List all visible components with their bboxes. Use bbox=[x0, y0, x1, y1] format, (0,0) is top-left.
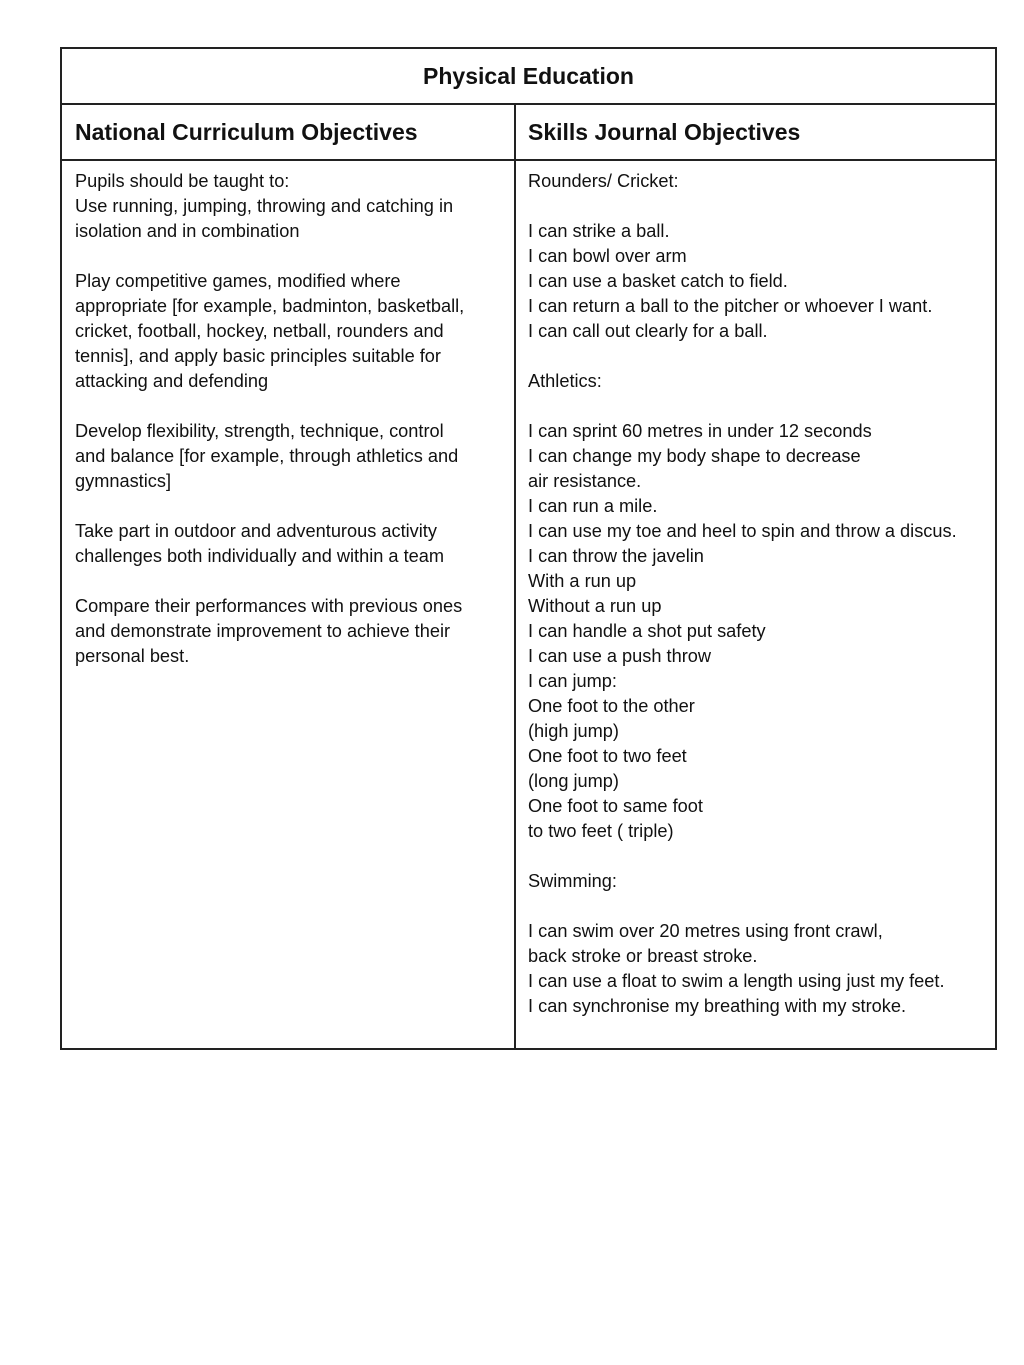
skills-objective-line: I can return a ball to the pitcher or whoever I want. bbox=[528, 296, 933, 316]
skills-objective-line: (long jump) bbox=[528, 771, 619, 791]
paragraph-gap bbox=[528, 894, 993, 919]
skills-objective-line: Athletics: bbox=[528, 371, 602, 391]
curriculum-objective-line: challenges both individually and within a team bbox=[75, 546, 445, 566]
skills-objective-line: I can use a push throw bbox=[528, 646, 711, 666]
skills-objective-line: I can run a mile. bbox=[528, 496, 658, 516]
skills-objective-line: I can synchronise my breathing with my stroke. bbox=[528, 996, 907, 1016]
skills-objective-line: back stroke or breast stroke. bbox=[528, 946, 758, 966]
national-curriculum-objectives bbox=[75, 169, 507, 669]
curriculum-objective-line: personal best. bbox=[75, 646, 190, 666]
skills-objective-line: to two feet ( triple) bbox=[528, 821, 674, 841]
header-row bbox=[62, 105, 995, 161]
skills-objective-line: I can use a basket catch to field. bbox=[528, 271, 788, 291]
curriculum-objective-line: tennis], and apply basic principles suitable for bbox=[75, 346, 441, 366]
skills-objective-line: Without a run up bbox=[528, 596, 662, 616]
curriculum-objective-line: appropriate [for example, badminton, basketball, bbox=[75, 296, 465, 316]
skills-objective-line: One foot to the other bbox=[528, 696, 695, 716]
column-divider bbox=[514, 105, 516, 1048]
skills-objective-line: I can handle a shot put safety bbox=[528, 621, 766, 641]
skills-objective-line: I can jump: bbox=[528, 671, 617, 691]
skills-objective-line: Swimming: bbox=[528, 871, 617, 891]
paragraph-gap bbox=[75, 244, 507, 269]
skills-objective-line: I can sprint 60 metres in under 12 seconds bbox=[528, 421, 872, 441]
skills-objective-line: I can call out clearly for a ball. bbox=[528, 321, 768, 341]
curriculum-objective-line: and balance [for example, through athletics and bbox=[75, 446, 459, 466]
curriculum-objective-line: gymnastics] bbox=[75, 471, 172, 491]
skills-objective-line: I can throw the javelin bbox=[528, 546, 704, 566]
skills-journal-objectives bbox=[528, 169, 993, 1019]
skills-objective-line: I can swim over 20 metres using front crawl, bbox=[528, 921, 883, 941]
paragraph-gap bbox=[528, 194, 993, 219]
skills-objective-line: With a run up bbox=[528, 571, 637, 591]
skills-objective-line: One foot to two feet bbox=[528, 746, 687, 766]
skills-objective-line: I can strike a ball. bbox=[528, 221, 670, 241]
skills-objective-line: One foot to same foot bbox=[528, 796, 703, 816]
paragraph-gap bbox=[75, 494, 507, 519]
page-title: Physical Education bbox=[423, 62, 634, 89]
skills-objective-line: air resistance. bbox=[528, 471, 642, 491]
paragraph-gap bbox=[528, 844, 993, 869]
curriculum-objective-line: attacking and defending bbox=[75, 371, 269, 391]
skills-objective-line: I can change my body shape to decrease bbox=[528, 446, 861, 466]
paragraph-gap bbox=[75, 394, 507, 419]
paragraph-gap bbox=[528, 344, 993, 369]
title-row bbox=[62, 49, 995, 105]
curriculum-objective-line: Develop flexibility, strength, technique, control bbox=[75, 421, 444, 441]
national-curriculum-header: National Curriculum Objectives bbox=[75, 118, 418, 145]
curriculum-objective-line: Use running, jumping, throwing and catching in bbox=[75, 196, 454, 216]
skills-objective-line: Rounders/ Cricket: bbox=[528, 171, 679, 191]
skills-objective-line: (high jump) bbox=[528, 721, 619, 741]
paragraph-gap bbox=[75, 569, 507, 594]
skills-journal-header: Skills Journal Objectives bbox=[528, 118, 801, 145]
skills-objective-line: I can bowl over arm bbox=[528, 246, 687, 266]
curriculum-objective-line: Compare their performances with previous ones bbox=[75, 596, 463, 616]
curriculum-objective-line: isolation and in combination bbox=[75, 221, 300, 241]
curriculum-objective-line: Play competitive games, modified where bbox=[75, 271, 401, 291]
paragraph-gap bbox=[528, 394, 993, 419]
curriculum-objective-line: Take part in outdoor and adventurous activity bbox=[75, 521, 437, 541]
curriculum-objective-line: Pupils should be taught to: bbox=[75, 171, 290, 191]
objectives-table bbox=[60, 47, 997, 1050]
skills-objective-line: I can use my toe and heel to spin and throw a discus. bbox=[528, 521, 957, 541]
skills-objective-line: I can use a float to swim a length using just my feet. bbox=[528, 971, 945, 991]
curriculum-objective-line: and demonstrate improvement to achieve their bbox=[75, 621, 451, 641]
curriculum-objective-line: cricket, football, hockey, netball, rounders and bbox=[75, 321, 444, 341]
